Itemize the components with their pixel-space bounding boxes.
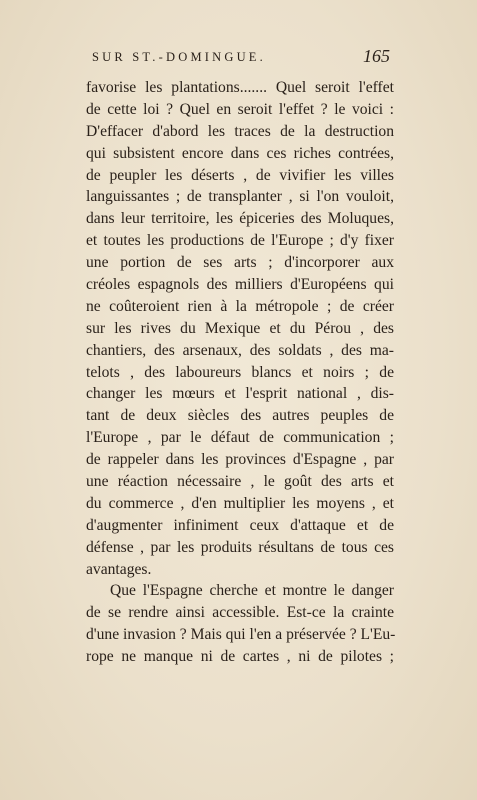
text-line: défense , par les produits résultans de tous ces [86,538,394,556]
text-line: telots , des laboureurs blancs et noirs ; de [86,363,394,381]
text-line: tant de deux siècles des autres peuples de [86,407,394,425]
text-line: l'Europe , par le défaut de communication ; [86,429,394,447]
text-line: languissantes ; de transplanter , si l'on vouloit, [86,188,394,206]
text-line: de se rendre ainsi accessible. Est-ce la crainte [86,604,394,622]
text-line: D'effacer d'abord les traces de la destruction [86,122,394,140]
running-title: SUR ST.-DOMINGUE. [92,50,266,64]
text-line: du commerce , d'en multiplier les moyens , et [86,494,394,512]
paragraph-start-line: Que l'Espagne cherche et montre le danger [110,582,394,600]
text-line: d'une invasion ? Mais qui l'en a préservée ? L'Eu- [86,626,396,644]
text-line: changer les mœurs et l'esprit national , dis- [86,385,394,403]
text-line: et toutes les productions de l'Europe ; d'y fixer [86,232,394,250]
text-line: favorise les plantations....... Quel seroit l'effet [86,79,394,96]
page-header [92,46,390,72]
text-line: qui subsistent encore dans ces riches contrées, [86,144,394,162]
text-line: de rappeler dans les provinces d'Espagne , par [86,451,394,469]
page-number: 165 [363,46,390,66]
body-text [86,77,394,668]
text-line: d'augmenter infiniment ceux d'attaque et de [86,516,394,534]
paragraph-end-line: avantages. [86,560,152,578]
text-line: chantiers, des arsenaux, des soldats , des ma- [86,341,394,359]
text-line: dans leur territoire, les épiceries des Moluques, [86,210,394,228]
text-line: ne coûteroient rien à la métropole ; de créer [86,297,394,315]
text-line: rope ne manque ni de cartes , ni de pilotes ; [86,648,394,666]
text-line: sur les rives du Mexique et du Pérou , des [86,319,394,337]
text-line: une portion de ses arts ; d'incorporer aux [86,254,394,272]
text-line: créoles espagnols des milliers d'Européens qui [86,276,394,294]
text-line: une réaction nécessaire , le goût des arts et [86,473,394,491]
text-line: de peupler les déserts , de vivifier les villes [86,166,394,184]
text-line: de cette loi ? Quel en seroit l'effet ? le voici : [86,100,394,118]
